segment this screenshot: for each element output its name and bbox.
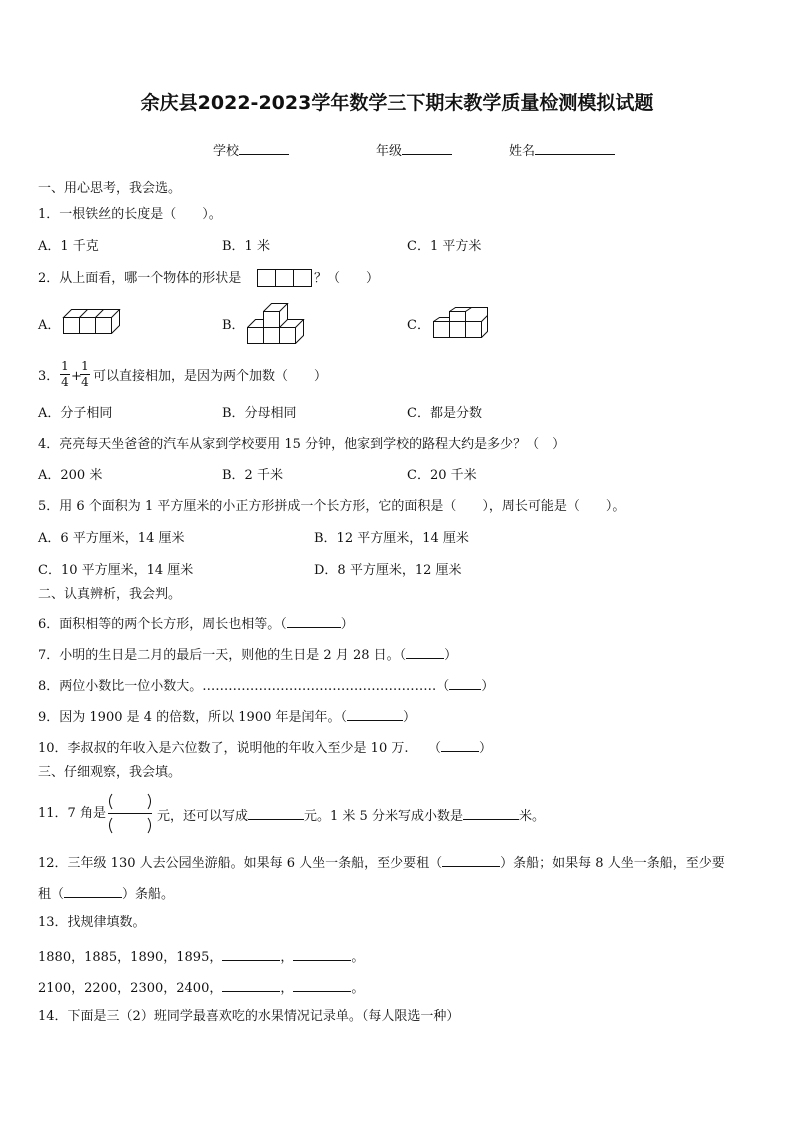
q4-option-b[interactable]: B．2 千米 bbox=[222, 468, 283, 483]
q8-text: 8．两位小数比一位小数大。………………………………………………（ bbox=[38, 679, 450, 694]
q5-option-c[interactable]: C．10 平方厘米，14 厘米 bbox=[38, 563, 194, 578]
q3-text: 可以直接相加，是因为两个加数（ ） bbox=[93, 369, 328, 384]
q2-option-b[interactable]: B． bbox=[222, 318, 245, 333]
q12-line2 bbox=[38, 884, 174, 903]
q13-row1-comma: ， bbox=[280, 950, 294, 965]
q1-option-a[interactable]: A．1 千克 bbox=[38, 239, 99, 254]
q2-option-a[interactable]: A． bbox=[38, 318, 61, 333]
q3-f2-denominator: 4 bbox=[81, 375, 89, 389]
q2-text bbox=[38, 271, 241, 287]
q3-plus: + bbox=[71, 369, 82, 384]
q6-line bbox=[38, 614, 354, 633]
q10-line bbox=[38, 738, 492, 757]
q13-row1-end: 。 bbox=[351, 950, 365, 965]
q5-option-b[interactable]: B．12 平方厘米，14 厘米 bbox=[314, 531, 469, 546]
q13-row1-blank-1[interactable] bbox=[222, 947, 280, 961]
q13-row2 bbox=[38, 978, 364, 997]
q13-row2-blank-1[interactable] bbox=[222, 978, 280, 992]
name-field bbox=[509, 141, 615, 160]
q2-option-b-cubes bbox=[247, 303, 309, 347]
q4-option-c[interactable]: C．20 千米 bbox=[407, 468, 477, 483]
q12-text-1b: ）条船；如果每 8 人坐一条船，至少要 bbox=[500, 856, 725, 871]
q2-text-before: 2．从上面看，哪一个物体的形状是 bbox=[38, 271, 242, 286]
q3-option-a[interactable]: A．分子相同 bbox=[38, 406, 113, 421]
section3-heading: 三、仔细观察，我会填。 bbox=[38, 765, 182, 780]
q11-part-d: 米。 bbox=[518, 809, 545, 824]
q3-fraction-1 bbox=[60, 360, 70, 389]
q12-blank-1[interactable] bbox=[442, 853, 500, 867]
q2-top-view-figure bbox=[257, 269, 313, 288]
q6-close-paren: ） bbox=[340, 617, 354, 632]
q4-text: 4．亮亮每天坐爸爸的汽车从家到学校要用 15 分钟，他家到学校的路程大约是多少？（ ） bbox=[38, 437, 566, 452]
q13-row2-numbers: 2100，2200，2300，2400， bbox=[38, 981, 223, 996]
q6-text: 6．面积相等的两个长方形，周长也相等。（ bbox=[38, 617, 287, 632]
grade-blank[interactable] bbox=[402, 141, 452, 155]
q3-f1-numerator: 1 bbox=[61, 359, 69, 373]
q3-number: 3． bbox=[38, 369, 60, 384]
q9-line bbox=[38, 707, 416, 726]
q5-option-a[interactable]: A．6 平方厘米，14 厘米 bbox=[38, 531, 185, 546]
q8-close-paren: ） bbox=[481, 679, 495, 694]
q13-text: 13．找规律填数。 bbox=[38, 915, 146, 930]
school-field bbox=[213, 141, 289, 160]
q11-part-a: 11．7 角是 bbox=[38, 806, 106, 821]
name-blank[interactable] bbox=[535, 141, 615, 155]
q6-answer-blank[interactable] bbox=[287, 614, 341, 628]
q8-line bbox=[38, 676, 494, 695]
q1-option-b[interactable]: B．1 米 bbox=[222, 239, 270, 254]
q11-part-c: 元。1 米 5 分米写成小数是 bbox=[304, 809, 463, 824]
q3-f2-numerator: 1 bbox=[81, 359, 89, 373]
q13-row1-numbers: 1880，1885，1890，1895， bbox=[38, 950, 223, 965]
q3-fraction-2 bbox=[80, 360, 90, 389]
q12-blank-2[interactable] bbox=[64, 884, 122, 898]
q11-yuan-blank[interactable] bbox=[248, 806, 304, 820]
q13-row2-blank-2[interactable] bbox=[293, 978, 351, 992]
q2-option-c[interactable]: C． bbox=[407, 318, 430, 333]
q11-line bbox=[157, 806, 545, 825]
q2-option-c-cubes bbox=[433, 307, 495, 339]
q5-option-d[interactable]: D．8 平方厘米，12 厘米 bbox=[314, 563, 462, 578]
q10-answer-blank[interactable] bbox=[441, 738, 479, 752]
q2-option-a-cubes bbox=[63, 307, 119, 337]
q9-close-paren: ） bbox=[403, 710, 417, 725]
q9-text: 9．因为 1900 是 4 的倍数，所以 1900 年是闰年。（ bbox=[38, 710, 348, 725]
q12-text-2b: ）条船。 bbox=[122, 887, 175, 902]
q3-option-c[interactable]: C．都是分数 bbox=[407, 406, 482, 421]
school-label: 学校 bbox=[213, 144, 240, 159]
school-blank[interactable] bbox=[239, 141, 289, 155]
q4-option-a[interactable]: A．200 米 bbox=[38, 468, 103, 483]
q12-text-2a: 租（ bbox=[38, 887, 65, 902]
q11-decimal-blank[interactable] bbox=[463, 806, 519, 820]
section2-heading: 二、认真辨析，我会判。 bbox=[38, 587, 182, 602]
q10-close-paren: ） bbox=[478, 741, 492, 756]
q12-text-1a: 12．三年级 130 人去公园坐游船。如果每 6 人坐一条船，至少要租（ bbox=[38, 856, 443, 871]
q7-text: 7．小明的生日是二月的最后一天，则他的生日是 2 月 28 日。（ bbox=[38, 648, 407, 663]
grade-field bbox=[376, 141, 452, 160]
q11-part-b: 元，还可以写成 bbox=[157, 809, 249, 824]
page-title: 余庆县2022-2023学年数学三下期末教学质量检测模拟试题 bbox=[140, 92, 654, 114]
q1-option-c[interactable]: C．1 平方米 bbox=[407, 239, 482, 254]
q13-row2-comma: ， bbox=[280, 981, 294, 996]
q12-line1 bbox=[38, 853, 725, 872]
q7-answer-blank[interactable] bbox=[406, 645, 444, 659]
q7-close-paren: ） bbox=[444, 648, 458, 663]
q11-fraction-blank[interactable] bbox=[106, 791, 156, 837]
q13-row1-blank-2[interactable] bbox=[293, 947, 351, 961]
q13-row2-end: 。 bbox=[351, 981, 365, 996]
name-label: 姓名 bbox=[509, 144, 536, 159]
q9-answer-blank[interactable] bbox=[347, 707, 403, 721]
q3-option-b[interactable]: B．分母相同 bbox=[222, 406, 297, 421]
q10-text: 10．李叔叔的年收入是六位数了，说明他的年收入至少是 10 万. （ bbox=[38, 741, 441, 756]
q14-text: 14．下面是三（2）班同学最喜欢吃的水果情况记录单。（每人限选一种） bbox=[38, 1009, 460, 1024]
q13-row1 bbox=[38, 947, 364, 966]
q3-f1-denominator: 4 bbox=[61, 375, 69, 389]
grade-label: 年级 bbox=[376, 144, 403, 159]
q2-text-after: ？（ ） bbox=[314, 271, 380, 286]
q7-line bbox=[38, 645, 457, 664]
q1-text: 1．一根铁丝的长度是（ ）。 bbox=[38, 207, 222, 222]
q8-answer-blank[interactable] bbox=[449, 676, 481, 690]
section1-heading: 一、用心思考，我会选。 bbox=[38, 181, 182, 196]
q5-text: 5．用 6 个面积为 1 平方厘米的小正方形拼成一个长方形，它的面积是（ ），周长可能是（ ）。 bbox=[38, 499, 626, 514]
